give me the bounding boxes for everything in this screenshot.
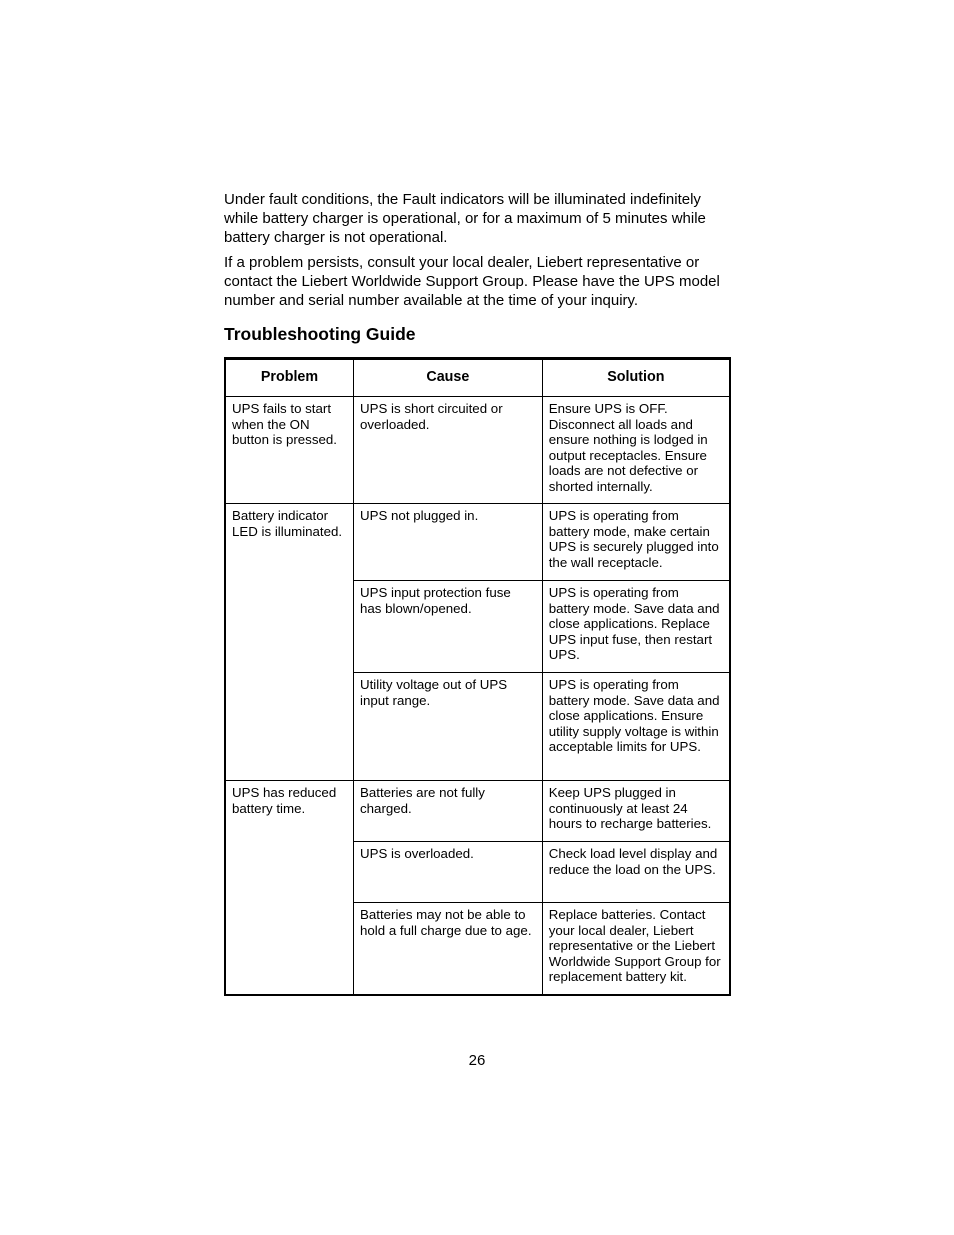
section-title: Troubleshooting Guide [224,324,416,344]
intro-text [224,190,730,316]
intro-paragraph-support: If a problem persists, consult your local dealer, Liebert representative or contact the Liebert Worldwide Support Group. Please have the UPS model number and serial number available at the time of your inquiry. [224,254,720,309]
cause-cell: Batteries may not be able to hold a full charge due to age. [354,903,543,995]
solution-cell: UPS is operating from battery mode. Save data and close applications. Ensure utility supply voltage is within acceptable limits for UPS. [542,673,730,781]
solution-cell: UPS is operating from battery mode. Save data and close applications. Replace UPS input fuse, then restart UPS. [542,581,730,673]
table-row [225,397,730,504]
table-header-row [225,359,730,397]
solution-cell: Keep UPS plugged in continuously at least 24 hours to recharge batteries. [542,781,730,842]
page-number: 26 [468,1052,486,1069]
solution-cell: UPS is operating from battery mode, make certain UPS is securely plugged into the wall receptacle. [542,504,730,581]
cause-cell: Batteries are not fully charged. [354,781,543,842]
header-problem: Problem [225,359,354,397]
problem-cell: UPS fails to start when the ON button is pressed. [225,397,354,504]
cause-cell: UPS is short circuited or overloaded. [354,397,543,504]
cause-cell: UPS is overloaded. [354,842,543,903]
header-solution: Solution [542,359,730,397]
solution-cell: Ensure UPS is OFF. Disconnect all loads and ensure nothing is lodged in output receptacles. Ensure loads are not defective or shorted internally. [542,397,730,504]
troubleshooting-table [224,357,731,996]
cause-cell: UPS not plugged in. [354,504,543,581]
solution-cell: Replace batteries. Contact your local dealer, Liebert representative or the Liebert Worldwide Support Group for replacement battery kit. [542,903,730,995]
problem-cell: Battery indicator LED is illuminated. [225,504,354,781]
cause-cell: UPS input protection fuse has blown/opened. [354,581,543,673]
table-row [225,781,730,842]
solution-cell: Check load level display and reduce the load on the UPS. [542,842,730,903]
cause-cell: Utility voltage out of UPS input range. [354,673,543,781]
problem-cell: UPS has reduced battery time. [225,781,354,995]
table-row [225,504,730,581]
intro-paragraph-fault: Under fault conditions, the Fault indicators will be illuminated indefinitely while battery charger is operational, or for a maximum of 5 minutes while battery charger is not operational. [224,191,706,246]
header-cause: Cause [354,359,543,397]
